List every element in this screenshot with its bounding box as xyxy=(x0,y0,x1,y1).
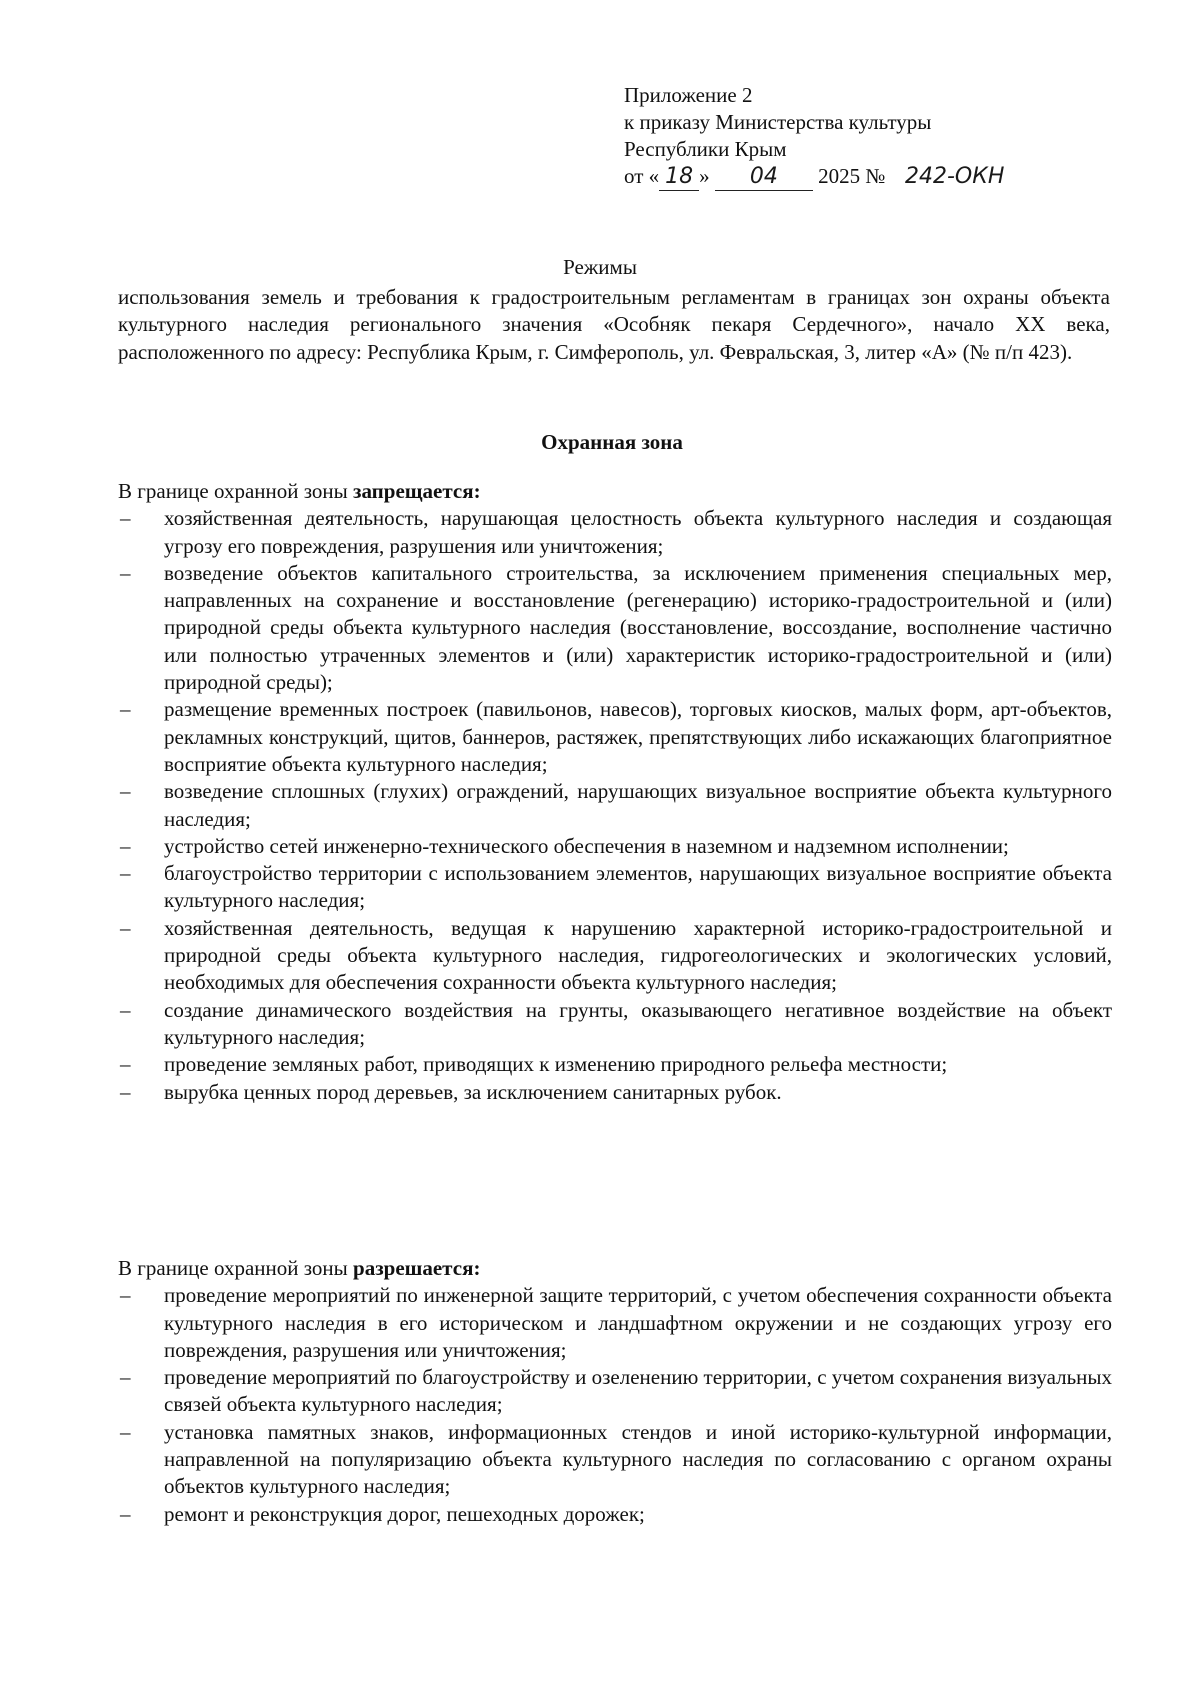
list-item xyxy=(118,1364,1112,1419)
list-item xyxy=(118,833,1112,860)
list-item xyxy=(118,997,1112,1052)
list-item-text: возведение объектов капитального строительства, за исключением применения специальных мер, направленных на сохранение и восстановление (регенерацию) историко-градостроительной и (или) природной среды объекта культурного наследия (восстановление, воссоздание, восполнение частично или полностью утраченных элементов и (или) характеристик историко-градостроительной и (или) природной среды); xyxy=(164,560,1112,695)
list-item-text: вырубка ценных пород деревьев, за исключением санитарных рубок. xyxy=(164,1079,782,1104)
year-and-number-label: 2025 № xyxy=(818,164,886,188)
allowed-lead-bold: разрешается: xyxy=(353,1256,481,1280)
allowed-lead-text: В границе охранной зоны xyxy=(118,1256,354,1280)
list-item-text: проведение земляных работ, приводящих к изменению природного рельефа местности; xyxy=(164,1052,948,1077)
forbidden-list xyxy=(118,505,1112,1106)
number-field xyxy=(891,163,1019,191)
dash-marker: – xyxy=(120,779,131,804)
list-item xyxy=(118,560,1112,696)
appendix-order-line: к приказу Министерства культуры xyxy=(624,110,932,134)
dash-marker: – xyxy=(120,915,131,940)
list-item xyxy=(118,1419,1112,1501)
allowed-list xyxy=(118,1282,1112,1528)
dash-marker: – xyxy=(120,506,131,531)
date-prefix: от « xyxy=(624,164,660,188)
list-item-text: создание динамического воздействия на грунты, оказывающего негативное воздействие на объект культурного наследия; xyxy=(164,997,1112,1049)
forbidden-lead-text: В границе охранной зоны xyxy=(118,479,354,503)
dash-marker: – xyxy=(120,1052,131,1077)
document-title: использования земель и требования к градостроительным регламентам в границах зон охраны объекта культурного наследия регионального значения «Особняк пекаря Сердечного», начало XX века, расположенного по адресу: Республика Крым, г. Симферополь, ул. Февральская, 3, литер «А» (№ п/п 423). xyxy=(118,285,1110,364)
forbidden-lead xyxy=(118,478,1112,505)
list-item-text: размещение временных построек (павильонов, навесов), торговых киосков, малых форм, арт-объектов, рекламных конструкций, щитов, баннеров, растяжек, препятствующих либо искажающих благоприятное восприятие объекта культурного наследия; xyxy=(164,697,1112,776)
dash-marker: – xyxy=(120,833,131,858)
list-item xyxy=(118,1079,1112,1106)
list-item xyxy=(118,696,1112,778)
list-item xyxy=(118,915,1112,997)
dash-marker: – xyxy=(120,1419,131,1444)
allowed-section xyxy=(118,1255,1112,1528)
dash-marker: – xyxy=(120,1365,131,1390)
dash-marker: – xyxy=(120,1283,131,1308)
zone-heading: Охранная зона xyxy=(541,430,683,454)
forbidden-lead-bold: запрещается: xyxy=(353,479,481,503)
document-heading: Режимы xyxy=(563,255,637,279)
list-item xyxy=(118,778,1112,833)
month-field xyxy=(715,163,813,191)
appendix-date-line xyxy=(624,163,1019,191)
allowed-lead xyxy=(118,1255,1112,1282)
appendix-block xyxy=(624,82,1019,191)
forbidden-section xyxy=(118,478,1112,1106)
list-item xyxy=(118,505,1112,560)
appendix-label: Приложение 2 xyxy=(624,83,753,107)
list-item-text: установка памятных знаков, информационных стендов и иной историко-культурной информации, направленной на популяризацию объекта культурного наследия по согласованию с органом охраны объектов культурного наследия; xyxy=(164,1419,1112,1499)
order-number-handwritten: 242-ОКН xyxy=(904,164,1005,189)
day-handwritten: 18 xyxy=(665,164,694,189)
list-item-text: благоустройство территории с использованием элементов, нарушающих визуальное восприятие объекта культурного наследия; xyxy=(164,861,1112,913)
month-handwritten: 04 xyxy=(749,164,778,189)
dash-marker: – xyxy=(120,997,131,1022)
dash-marker: – xyxy=(120,697,131,722)
list-item xyxy=(118,1501,1112,1528)
day-field xyxy=(659,163,699,191)
list-item-text: устройство сетей инженерно-технического обеспечения в наземном и надземном исполнении; xyxy=(164,833,1009,858)
list-item xyxy=(118,1051,1112,1078)
list-item-text: возведение сплошных (глухих) ограждений, нарушающих визуальное восприятие объекта культурного наследия; xyxy=(164,779,1112,831)
list-item-text: хозяйственная деятельность, нарушающая целостность объекта культурного наследия и создающая угрозу его повреждения, разрушения или уничтожения; xyxy=(164,506,1112,558)
list-item-text: проведение мероприятий по благоустройству и озеленению территории, с учетом сохранения визуальных связей объекта культурного наследия; xyxy=(164,1365,1112,1417)
dash-marker: – xyxy=(120,861,131,886)
date-mid: » xyxy=(699,164,710,188)
list-item xyxy=(118,860,1112,915)
appendix-republic-line: Республики Крым xyxy=(624,137,787,161)
dash-marker: – xyxy=(120,1501,131,1526)
list-item-text: ремонт и реконструкция дорог, пешеходных дорожек; xyxy=(164,1501,645,1526)
dash-marker: – xyxy=(120,1079,131,1104)
list-item-text: проведение мероприятий по инженерной защите территорий, с учетом обеспечения сохранности объекта культурного наследия в его историческом и ландшафтном окружении и не создающих угрозу его повреждения, разрушения или уничтожения; xyxy=(164,1283,1112,1362)
dash-marker: – xyxy=(120,560,131,585)
list-item-text: хозяйственная деятельность, ведущая к нарушению характерной историко-градостроительной и природной среды объекта культурного наследия, гидрогеологических и экологических условий, необходимых для обеспечения сохранности объекта культурного наследия; xyxy=(164,915,1112,995)
list-item xyxy=(118,1282,1112,1364)
